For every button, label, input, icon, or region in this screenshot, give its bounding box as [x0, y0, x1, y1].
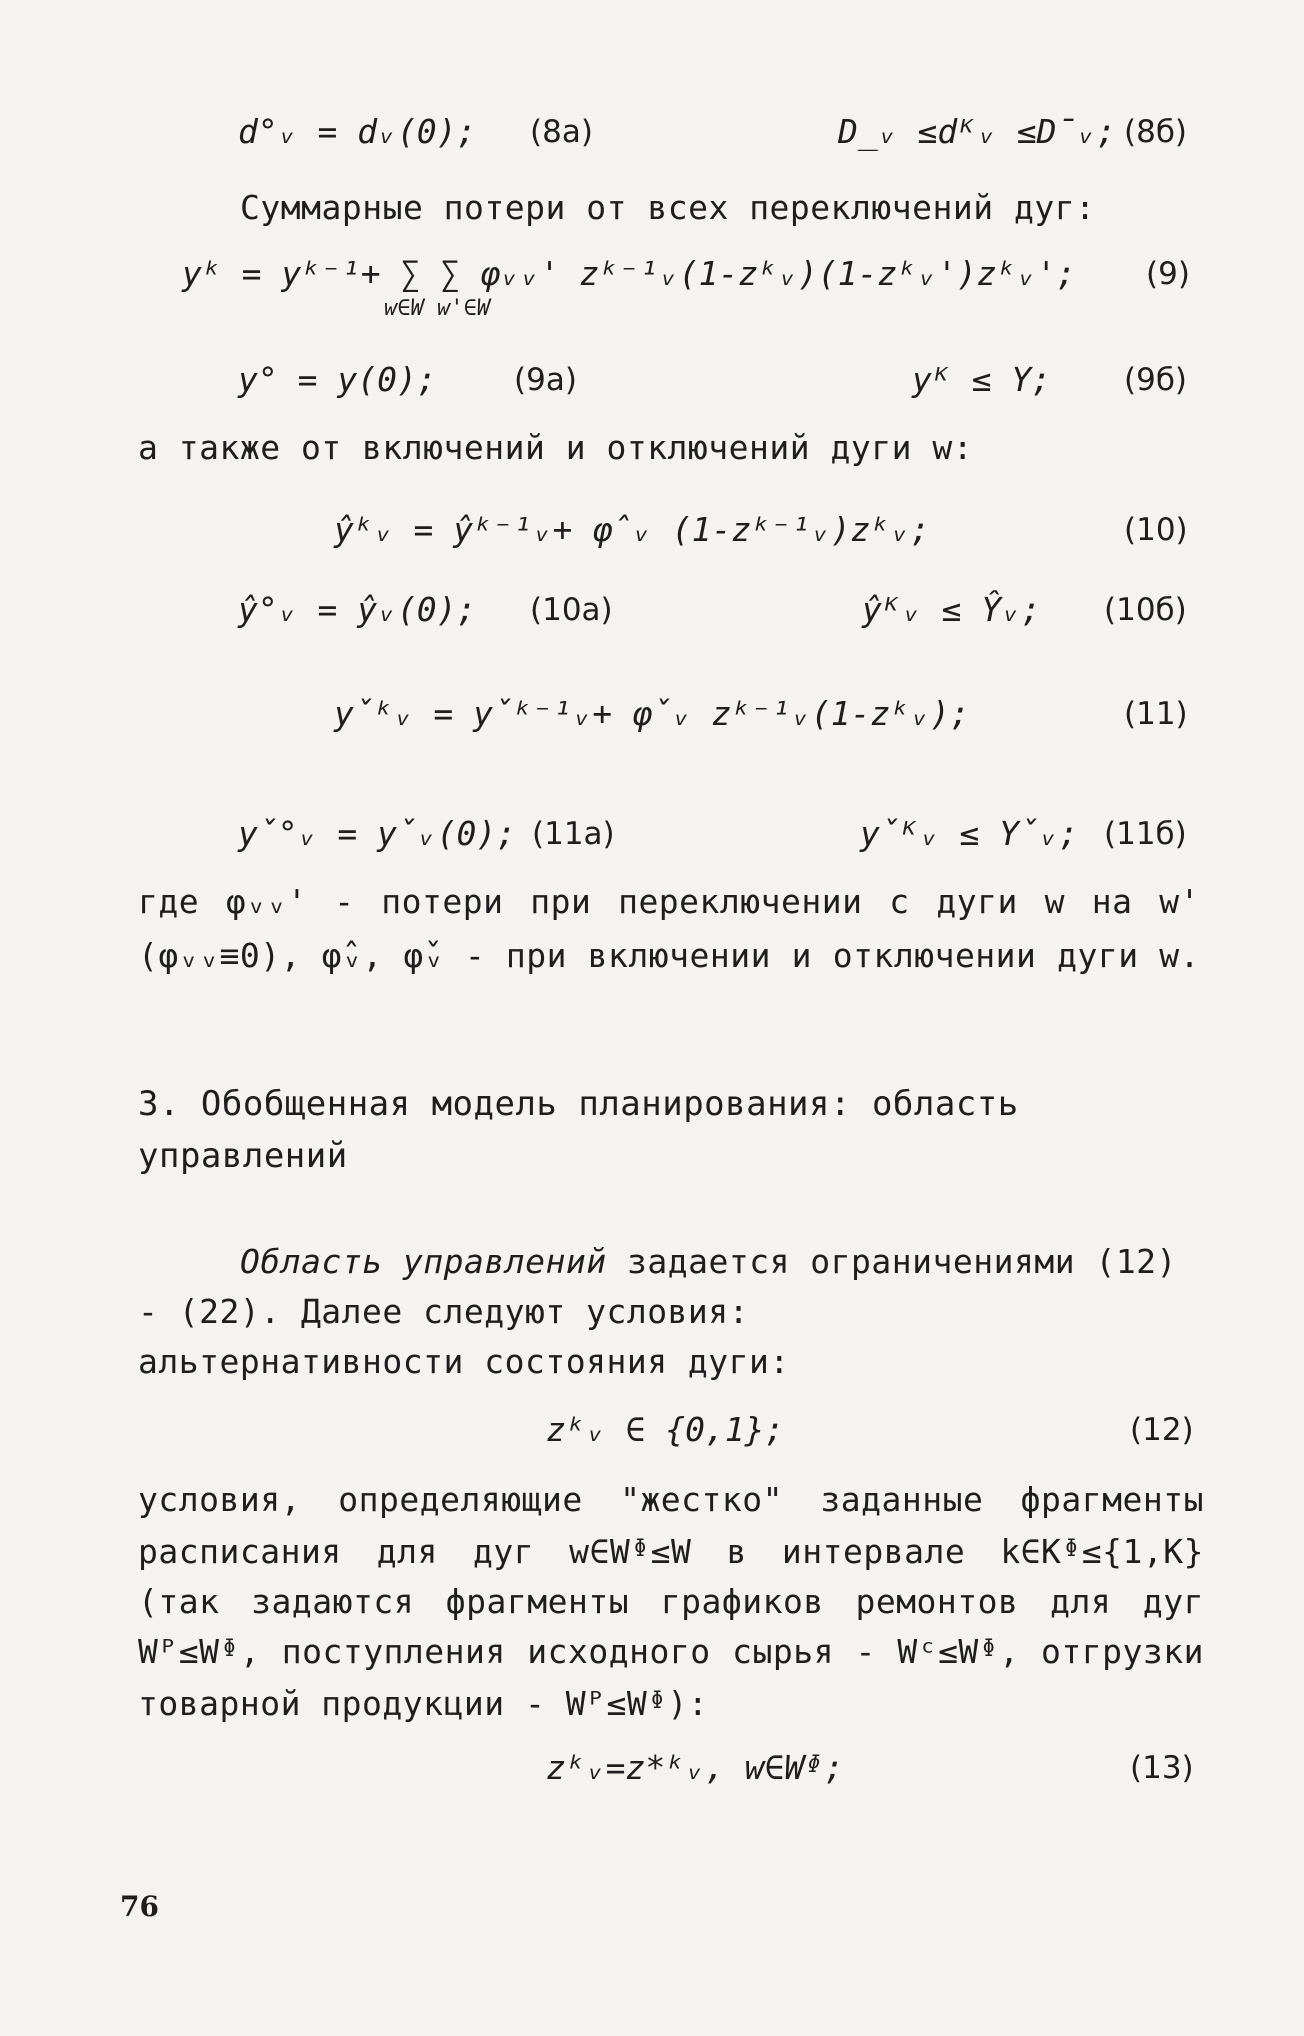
formula-13: zᵏᵥ=z*ᵏᵥ, w∈Wᶲ;: [546, 1748, 845, 1787]
formula-9b: yᴷ ≤ Y;: [912, 360, 1052, 399]
eq-number-11: (11): [1124, 696, 1188, 732]
section-heading-line2: управлений: [138, 1136, 348, 1176]
paragraph-control-area-line2: - (22). Далее следуют условия:: [138, 1292, 750, 1331]
paragraph-fixed-fragments-line5: товарной продукции - Wᴾ≤Wᶲ):: [138, 1684, 709, 1723]
eq-number-11b: (11б): [1104, 816, 1187, 852]
eq-number-9b: (9б): [1124, 362, 1188, 398]
eq-number-8b: (8б): [1124, 114, 1188, 150]
formula-11a: y̌°ᵥ = y̌ᵥ(0);: [238, 814, 517, 853]
formula-8a: d°ᵥ = dᵥ(0);: [238, 112, 477, 151]
formula-9: yᵏ = yᵏ⁻¹+ ∑ ∑ φᵥᵥ' zᵏ⁻¹ᵥ(1-zᵏᵥ)(1-zᵏᵥ')zᵏᵥ';: [182, 254, 1077, 293]
paragraph-fixed-fragments-line2: расписания для дуг w∈Wᶲ≤W в интервале k∈Kᶲ≤{1,K}: [138, 1532, 1204, 1571]
eq-number-8a: (8а): [530, 114, 593, 150]
eq-number-9a: (9а): [514, 362, 577, 398]
eq-number-12: (12): [1130, 1412, 1194, 1448]
eq-number-10a: (10а): [530, 592, 613, 628]
formula-9-subscripts: w∈W w'∈W: [384, 296, 490, 321]
formula-8b: D̲ᵥ ≤dᴷᵥ ≤D̄ᵥ;: [838, 112, 1117, 151]
paragraph-control-area-line1: [240, 1242, 1177, 1281]
text-also-switching: а также от включений и отключений дуги w:: [138, 428, 974, 467]
eq-number-10: (10): [1124, 512, 1188, 548]
section-heading-line1: 3. Обобщенная модель планирования: область: [138, 1084, 1019, 1124]
formula-10a: ŷ°ᵥ = ŷᵥ(0);: [238, 590, 477, 629]
formula-11: y̌ᵏᵥ = y̌ᵏ⁻¹ᵥ+ φ̌ᵥ zᵏ⁻¹ᵥ(1-zᵏᵥ);: [334, 694, 970, 733]
formula-10b: ŷᴷᵥ ≤ Ŷᵥ;: [862, 590, 1041, 629]
paragraph-fixed-fragments-line1: условия, определяющие "жестко" заданные фрагменты: [138, 1480, 1204, 1519]
paragraph-fixed-fragments-line3: (так задаются фрагменты графиков ремонтов для дуг: [138, 1582, 1204, 1621]
formula-10: ŷᵏᵥ = ŷᵏ⁻¹ᵥ+ φ̂ᵥ (1-zᵏ⁻¹ᵥ)zᵏᵥ;: [334, 510, 931, 549]
paragraph-fixed-fragments-line4: Wᴾ≤Wᶲ, поступления исходного сырья - Wᶜ≤Wᶲ, отгрузки: [138, 1632, 1204, 1671]
eq-number-10b: (10б): [1104, 592, 1187, 628]
page-number: 76: [120, 1890, 159, 1923]
term-control-area: Область управлений: [240, 1242, 607, 1281]
text-where-line1: где φᵥᵥ' - потери при переключении с дуги w на w': [138, 882, 1200, 921]
text-summary-losses: Суммарные потери от всех переключений дуг:: [240, 188, 1096, 227]
eq-number-11a: (11а): [532, 816, 615, 852]
eq-number-9: (9): [1146, 256, 1190, 292]
paragraph-control-area-line3: альтернативности состояния дуги:: [138, 1342, 790, 1381]
eq-number-13: (13): [1130, 1750, 1194, 1786]
formula-11b: y̌ᴷᵥ ≤ Y̌ᵥ;: [860, 814, 1079, 853]
formula-9a: y° = y(0);: [238, 360, 437, 399]
formula-12: zᵏᵥ ∈ {0,1};: [546, 1410, 785, 1449]
paragraph-control-area-rest: задается ограничениями (12): [606, 1242, 1177, 1281]
text-where-line2: (φᵥᵥ≡0), φ̂ᵥ, φ̌ᵥ - при включении и отключении дуги w.: [138, 936, 1200, 975]
